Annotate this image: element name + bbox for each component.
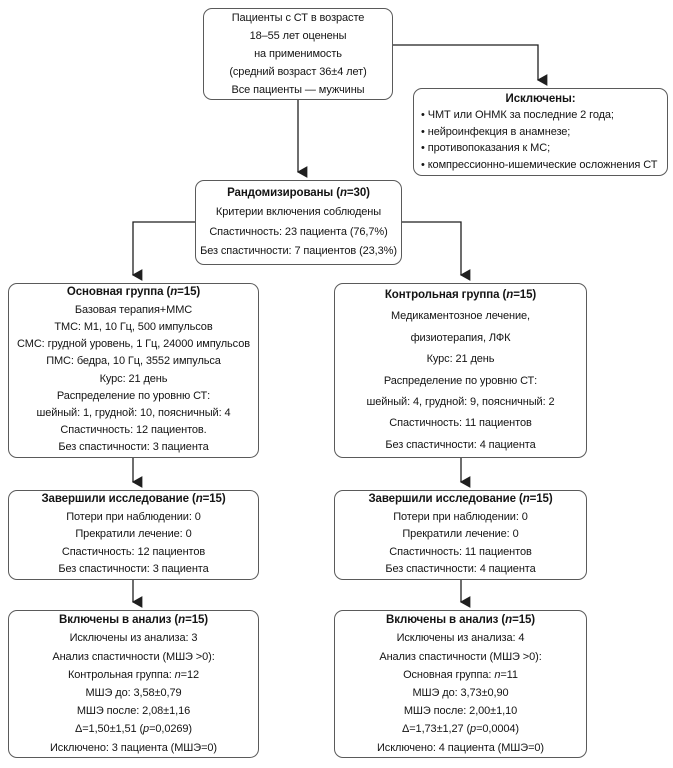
box-line: Пациенты с СТ в возрасте [231, 12, 365, 24]
box-title: Завершили исследование (n=15) [368, 493, 553, 506]
box-line: Анализ спастичности (МШЭ >0): [379, 650, 542, 663]
box-line: Исключены из анализа: 3 [69, 632, 198, 645]
box-line: Δ=1,50±1,51 (p=0,0269) [74, 723, 192, 736]
box-line: 18–55 лет оценены [249, 30, 347, 42]
box-title: Включены в анализ (n=15) [385, 614, 536, 627]
box-line: ТМС: М1, 10 Гц, 500 импульсов [54, 320, 213, 333]
box-title: Завершили исследование (n=15) [41, 493, 226, 506]
box-line: Без спастичности: 3 пациента [58, 441, 209, 454]
completed-control-box [334, 490, 587, 580]
box-line: Спастичность: 11 пациентов [389, 545, 532, 558]
box-line: Контрольная группа: n=12 [67, 668, 200, 681]
analyzed-control-box [334, 610, 587, 758]
box-line: Распределение по уровню СТ: [383, 374, 538, 387]
bullet-item: • противопоказания к МС; [421, 140, 660, 157]
box-line: Базовая терапия+ММС [74, 303, 193, 316]
control-group-box [334, 283, 587, 458]
box-line: Медикаментозное лечение, [391, 310, 530, 323]
box-line: Спастичность: 11 пациентов [389, 417, 532, 430]
box-line: Спастичность: 12 пациентов [61, 545, 206, 558]
box-line: Без спастичности: 3 пациента [58, 563, 209, 576]
box-line: шейный: 4, грудной: 9, поясничный: 2 [366, 395, 555, 408]
box-line: СМС: грудной уровень, 1 Гц, 24000 импульсов [17, 338, 250, 351]
box-line: Без спастичности: 4 пациента [385, 563, 536, 576]
box-line: Без спастичности: 7 пациентов (23,3%) [200, 244, 397, 257]
bullet-item: • компрессионно-ишемические осложнения СТ [421, 157, 660, 174]
box-line: Курс: 21 день [426, 353, 495, 366]
box-line: ПМС: бедра, 10 Гц, 3552 импульса [46, 355, 221, 368]
analyzed-main-box [8, 610, 259, 758]
box-line: Δ=1,73±1,27 (p=0,0004) [401, 723, 519, 736]
box-line: МШЭ до: 3,58±0,79 [85, 687, 182, 699]
box-line: Курс: 21 день [99, 372, 168, 385]
box-title: Включены в анализ (n=15) [58, 614, 209, 627]
box-line: Без спастичности: 4 пациента [385, 438, 536, 451]
box-line: Прекратили лечение: 0 [402, 528, 519, 541]
box-line: Анализ спастичности (МШЭ >0): [52, 650, 215, 663]
box-line: Все пациенты — мужчины [231, 84, 365, 96]
box-line: МШЭ до: 3,73±0,90 [412, 687, 509, 699]
main-group-box [8, 283, 259, 458]
box-line: Критерии включения соблюдены [215, 206, 382, 219]
bullet-item: • нейроинфекция в анамнезе; [421, 124, 660, 141]
box-line: Исключены из анализа: 4 [396, 632, 525, 645]
box-line: Распределение по уровню СТ: [56, 389, 211, 402]
bullet-item: • ЧМТ или ОНМК за последние 2 года; [421, 107, 660, 124]
box-line: (средний возраст 36±4 лет) [229, 66, 367, 78]
box-line: Прекратили лечение: 0 [75, 528, 192, 541]
connector-randomized-to-main-group [133, 222, 195, 275]
box-line: Основная группа: n=11 [403, 668, 518, 681]
connector-screened-to-excluded [393, 45, 538, 80]
box-line: шейный: 1, грудной: 10, поясничный: 4 [36, 406, 231, 419]
box-line: Спастичность: 23 пациента (76,7%) [209, 225, 388, 238]
connector-randomized-to-control-group [402, 222, 461, 275]
box-line: Потери при наблюдении: 0 [393, 510, 528, 523]
box-title: Основная группа (n=15) [66, 286, 201, 299]
box-line: на применимость [254, 48, 342, 60]
box-line: МШЭ после: 2,00±1,10 [403, 705, 518, 718]
box-title: Контрольная группа (n=15) [384, 288, 537, 301]
box-line: Исключено: 4 пациента (МШЭ=0) [376, 741, 544, 754]
box-line: Потери при наблюдении: 0 [66, 510, 201, 523]
excluded-box [413, 88, 668, 176]
box-line: МШЭ после: 2,08±1,16 [76, 705, 191, 718]
box-line: физиотерапия, ЛФК [410, 331, 511, 344]
box-title: Исключены: [505, 92, 576, 105]
randomized-box [195, 180, 402, 265]
box-title: Рандомизированы (n=30) [227, 186, 370, 199]
box-line: Спастичность: 12 пациентов. [60, 424, 207, 437]
box-line: Исключено: 3 пациента (МШЭ=0) [49, 741, 217, 754]
completed-main-box [8, 490, 259, 580]
screened-box [203, 8, 393, 100]
